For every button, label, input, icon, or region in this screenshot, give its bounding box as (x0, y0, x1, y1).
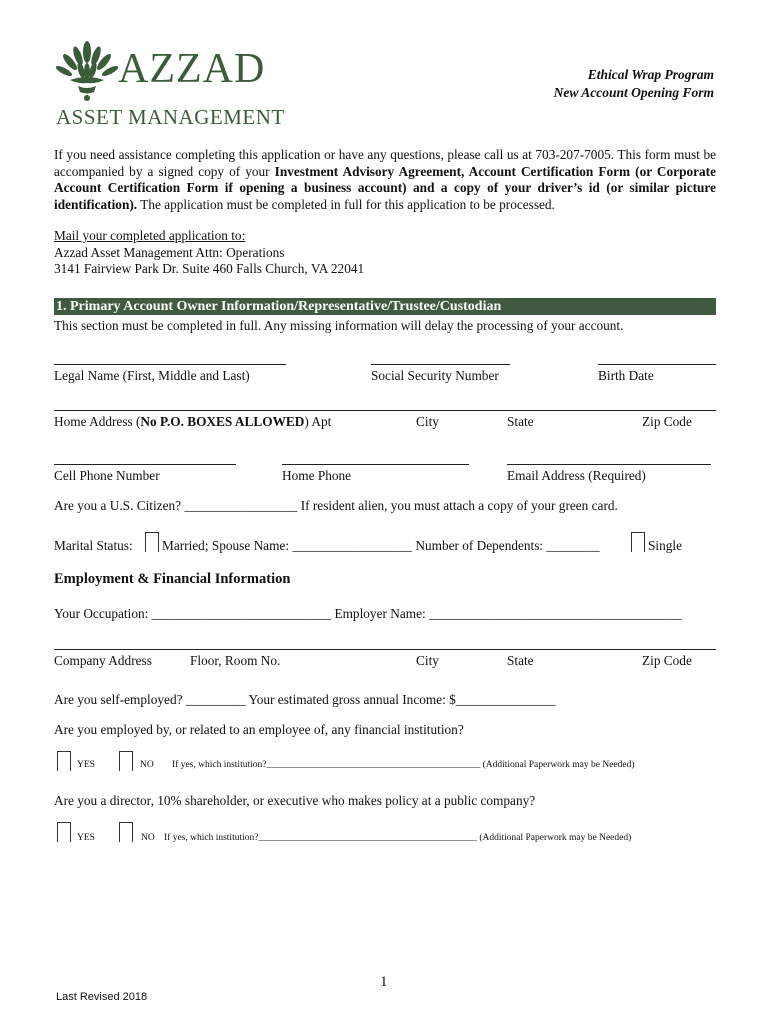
financial-no-label: NO (140, 760, 154, 770)
birth-date-label: Birth Date (598, 368, 654, 383)
legal-name-label: Legal Name (First, Middle and Last) (54, 368, 250, 383)
company-address-field[interactable] (54, 649, 716, 650)
single-label: Single (648, 538, 682, 553)
email-field[interactable] (507, 464, 711, 465)
company-state-label: State (507, 653, 534, 668)
ssn-field[interactable] (371, 364, 510, 365)
company-city-label: City (416, 653, 439, 668)
financial-no-checkbox[interactable] (119, 751, 133, 771)
last-revised-footer: Last Revised 2018 (56, 991, 148, 1003)
self-employed-income-line: Are you self-employed? _________ Your estimated gross annual Income: $_______________ (54, 692, 556, 707)
intro-paragraph (54, 147, 716, 213)
financial-institution-question: Are you employed by, or related to an employee of, any financial institution? (54, 722, 464, 737)
marital-status-label: Marital Status: (54, 538, 133, 553)
brand-subtitle: ASSET MANAGEMENT (56, 105, 285, 129)
mail-heading: Mail your completed application to: (54, 228, 246, 243)
floor-room-label: Floor, Room No. (190, 653, 281, 668)
financial-yes-checkbox[interactable] (57, 751, 71, 771)
company-address-label: Company Address (54, 653, 152, 668)
home-zip-label: Zip Code (642, 414, 692, 429)
section-1-note: This section must be completed in full. Any missing information will delay the processing of your account. (54, 318, 624, 333)
director-no-label: NO (141, 833, 155, 843)
mailing-instructions (54, 228, 364, 278)
home-address-suffix: ) Apt (304, 414, 332, 429)
married-spouse-dependents: Married; Spouse Name: __________________ Number of Dependents: ________ (162, 538, 600, 553)
section-1-title: 1. Primary Account Owner Information/Representative/Trustee/Custodian (54, 298, 716, 315)
no-po-boxes-note: No P.O. BOXES ALLOWED (140, 414, 305, 429)
occupation-employer-line: Your Occupation: ___________________________ Employer Name: ______________________________________ (54, 606, 682, 621)
director-yes-checkbox[interactable] (57, 822, 71, 842)
cell-phone-field[interactable] (54, 464, 236, 465)
program-title: Ethical Wrap Program (587, 67, 714, 82)
intro-required-documents: Investment Advisory Agreement, Account Certification Form (or Corporate Account Certification Form if opening a business account) and a copy of your driver’s id (or similar picture identification). (54, 163, 716, 212)
home-phone-field[interactable] (282, 464, 469, 465)
form-title: New Account Opening Form (553, 85, 714, 100)
mail-line-2: 3141 Fairview Park Dr. Suite 460 Falls Church, VA 22041 (54, 261, 365, 276)
director-question: Are you a director, 10% shareholder, or executive who makes policy at a public company? (54, 793, 536, 808)
single-checkbox[interactable] (631, 532, 645, 552)
director-yes-label: YES (77, 833, 95, 843)
financial-institution-line: If yes, which institution?_____________________________________________ (Additional Paperwork may be Needed) (172, 760, 635, 770)
azzad-leaf-logo-icon (56, 40, 118, 104)
home-address-prefix: Home Address ( (54, 414, 141, 429)
intro-text-2: The application must be completed in full for this application to be processed. (137, 196, 555, 212)
financial-yes-label: YES (77, 760, 95, 770)
employment-heading: Employment & Financial Information (54, 571, 291, 587)
home-state-label: State (507, 414, 534, 429)
mail-line-1: Azzad Asset Management Attn: Operations (54, 244, 285, 260)
married-checkbox[interactable] (145, 532, 159, 552)
cell-phone-label: Cell Phone Number (54, 468, 160, 483)
director-institution-line: If yes, which institution?______________________________________________ (Additional Paperwork may be Needed) (164, 833, 632, 843)
home-address-field[interactable] (54, 410, 716, 411)
citizenship-question: Are you a U.S. Citizen? _________________ If resident alien, you must attach a copy of your green card. (54, 498, 618, 513)
brand-name: AZZAD (118, 46, 266, 92)
page-number: 1 (380, 974, 388, 990)
home-city-label: City (416, 414, 439, 429)
company-zip-label: Zip Code (642, 653, 692, 668)
email-label: Email Address (Required) (507, 468, 646, 483)
director-no-checkbox[interactable] (119, 822, 133, 842)
home-address-label (54, 414, 331, 430)
ssn-label: Social Security Number (371, 368, 499, 383)
intro-text-1: If you need assistance completing this application or have any questions, please call us at 703-207-7005. This form must be accompanied by a signed copy of your (54, 147, 716, 179)
birth-date-field[interactable] (598, 364, 716, 365)
home-phone-label: Home Phone (282, 468, 352, 483)
legal-name-field[interactable] (54, 364, 286, 365)
form-header (554, 66, 714, 102)
